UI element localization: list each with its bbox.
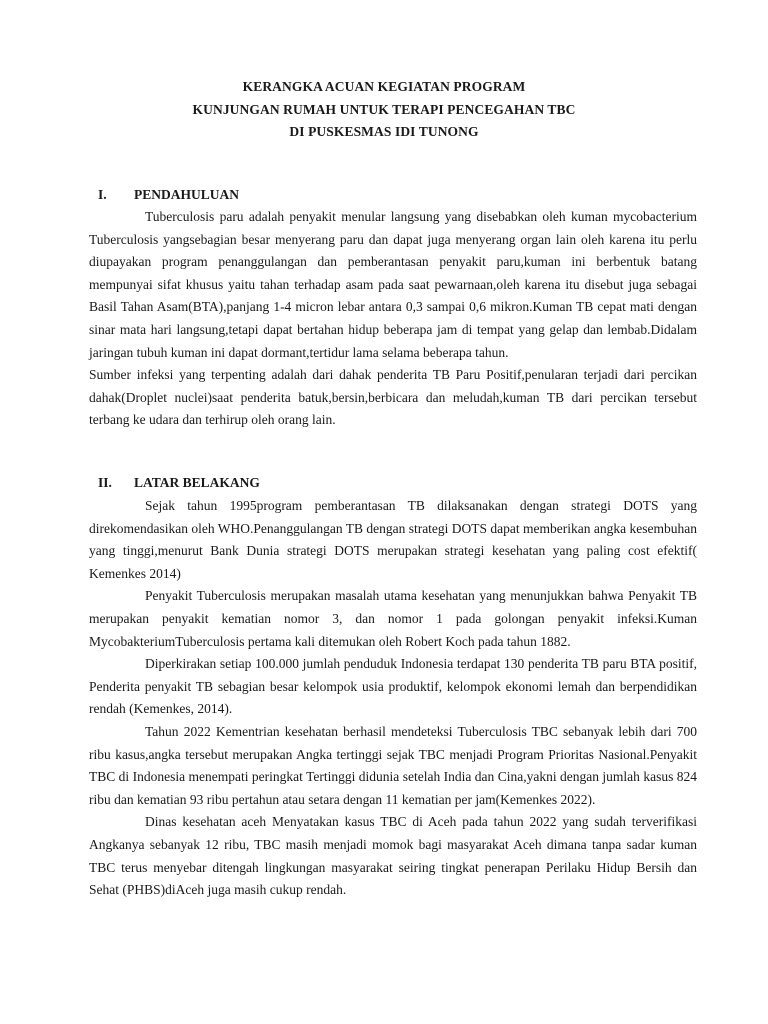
paragraph: Sumber infeksi yang terpenting adalah dari dahak penderita TB Paru Positif,penularan terjadi dari percikan dahak(Droplet nuclei)saat penderita batuk,bersin,berbicara dan meludah,kuman TB dari percikan tersebut terbang ke udara dan terhirup oleh orang lain. [89, 367, 697, 428]
paragraph: Tuberculosis paru adalah penyakit menular langsung yang disebabkan oleh kuman mycobacterium Tuberculosis yangsebagian besar menyerang paru dan dapat juga menyerang organ lain oleh karena itu perlu diupayakan program penanggulangan dan pemberantasan penyakit paru,kuman ini berbentuk batang mempunyai sifat khusus yaitu tahan terhadap asam pada saat pewarnaan,oleh karena itu disebut juga sebagai Basil Tahan Asam(BTA),panjang 1-4 micron lebar antara 0,3 sampai 0,6 mikron.Kuman TB cepat mati dengan sinar mata hari langsung,tetapi dapat bertahan hidup beberapa jam di tempat yang gelap dan lembab.Didalam jaringan tubuh kuman ini dapat dormant,tertidur lama selama beberapa tahun. [89, 209, 697, 360]
document-title [0, 76, 768, 144]
section-number: I. [98, 187, 107, 202]
section-title: PENDAHULUAN [134, 187, 240, 202]
section-number: II. [98, 475, 112, 490]
title-line-2: KUNJUNGAN RUMAH UNTUK TERAPI PENCEGAHAN TBC [192, 101, 576, 117]
paragraph: Sejak tahun 1995program pemberantasan TB dilaksanakan dengan strategi DOTS yang direkomendasikan oleh WHO.Penanggulangan TB dengan strategi DOTS dapat memberikan angka kesembuhan yang tinggi,menurut Bank Dunia strategi DOTS merupakan strategi kesehatan yang paling cost efektif( Kemenkes 2014) [89, 498, 697, 581]
paragraph: Dinas kesehatan aceh Menyatakan kasus TBC di Aceh pada tahun 2022 yang sudah terverifikasi Angkanya sebanyak 12 ribu, TBC masih menjadi momok bagi masyarakat Aceh dimana tanpa sadar kuman TBC terus menyebar ditengah lingkungan masyarakat seiring tingkat penerapan Perilaku Hidup Bersih dan Sehat (PHBS)diAceh juga masih cukup rendah. [89, 814, 697, 898]
paragraph: Diperkirakan setiap 100.000 jumlah penduduk Indonesia terdapat 130 penderita TB paru BTA positif, Penderita penyakit TB sebagian besar kelompok usia produktif, kelompok ekonomi lemah dan berpendidikan rendah (Kemenkes, 2014). [89, 656, 697, 717]
section-heading-latar-belakang [98, 474, 260, 492]
section-heading-pendahuluan [98, 186, 239, 204]
section-body-latar-belakang [89, 495, 697, 902]
section-body-pendahuluan [89, 206, 697, 432]
title-line-3: DI PUSKESMAS IDI TUNONG [289, 124, 479, 139]
title-line-1: KERANGKA ACUAN KEGIATAN PROGRAM [242, 79, 526, 94]
section-title: LATAR BELAKANG [134, 475, 260, 490]
paragraph: Tahun 2022 Kementrian kesehatan berhasil mendeteksi Tuberculosis TBC sebanyak lebih dari 700 ribu kasus,angka tersebut merupakan Angka tertinggi sejak TBC menjadi Program Prioritas Nasional.Penyakit TBC di Indonesia menempati peringkat Tertinggi didunia setelah India dan Cina,yakni dengan jumlah kasus 824 ribu dan kematian 93 ribu pertahun atau setara dengan 11 kematian per jam(Kemenkes 2022). [89, 723, 697, 807]
paragraph: Penyakit Tuberculosis merupakan masalah utama kesehatan yang menunjukkan bahwa Penyakit TB merupakan penyakit kematian nomor 3, dan nomor 1 pada golongan penyakit infeksi.Kuman MycobakteriumTuberculosis pertama kali ditemukan oleh Robert Koch pada tahun 1882. [89, 588, 697, 649]
